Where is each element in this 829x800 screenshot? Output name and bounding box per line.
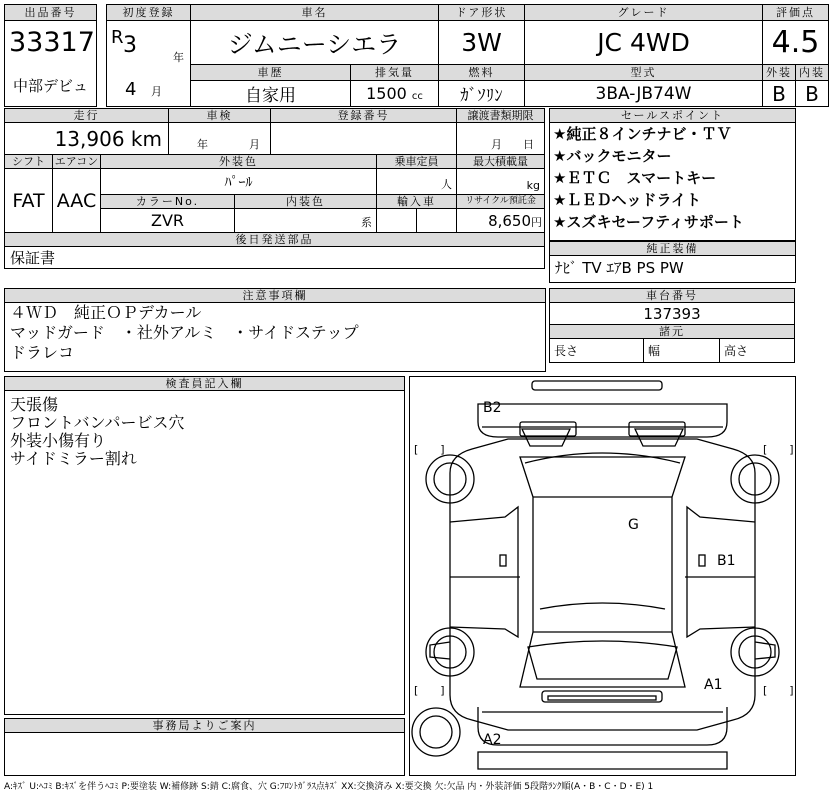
inspector-label: 検査員記入欄 xyxy=(5,377,404,391)
era: R xyxy=(111,27,124,48)
inspector-line: 天張傷 xyxy=(10,395,59,414)
plate-number xyxy=(271,123,457,155)
sales-point-item: ★スズキセーフティサポート xyxy=(553,213,744,231)
transfer-date xyxy=(457,123,545,155)
era-year: 3 xyxy=(123,33,137,58)
notes-label: 注意事項欄 xyxy=(5,289,545,303)
displacement-value: 1500 xyxy=(366,84,407,103)
later-parts: 保証書 xyxy=(5,247,545,269)
max-load xyxy=(457,169,545,195)
car-name-label: 車名 xyxy=(191,5,439,21)
inspection-date xyxy=(169,123,271,155)
damage-mark-a2: A2 xyxy=(483,732,502,748)
load-unit: kg xyxy=(526,179,541,192)
load-label: 最大積載量 xyxy=(457,155,545,169)
recycle xyxy=(457,209,545,233)
capacity-label: 乗車定員 xyxy=(377,155,457,169)
damage-mark-g: G xyxy=(628,517,639,533)
inspector-box xyxy=(4,376,405,715)
color-no-label: カラーNo. xyxy=(101,195,235,209)
ac-label: エアコン xyxy=(53,155,101,169)
month-unit: 月 xyxy=(151,84,162,98)
recycle-unit: 円 xyxy=(531,215,543,229)
mileage-value: 13,906 xyxy=(54,126,125,151)
bracket-left-top: [ ] xyxy=(414,443,445,456)
int-color xyxy=(235,209,377,233)
later-parts-label: 後日発送部品 xyxy=(5,233,545,247)
exterior-grade: B xyxy=(763,81,796,107)
score-label: 評価点 xyxy=(763,5,829,21)
note-line: ４ＷＤ 純正ＯＰデカール xyxy=(10,303,202,322)
legend: A:ｷｽﾞ U:ﾍｺﾐ B:ｷｽﾞを伴うﾍｺﾐ P:要塗装 W:補修跡 S:錆 C:腐食、穴 G:ﾌﾛﾝﾄｶﾞﾗｽ点ｷｽﾞ XX:交換済み X:要交換 欠:欠品 内・外装評価 5段階ﾗﾝｸ順(A・B・C・D・E) 1 xyxy=(4,782,654,792)
bracket-right-bottom: [ ] xyxy=(763,684,794,697)
car-name: ジムニーシエラ xyxy=(191,21,439,65)
sales-points-list xyxy=(550,123,795,233)
model-label: 型式 xyxy=(525,65,763,81)
equipment: ﾅﾋﾞ TV ｴｱB PS PW xyxy=(555,259,684,277)
int-color-label: 内装色 xyxy=(235,195,377,209)
score: 4.5 xyxy=(763,21,829,65)
plate-label: 登録番号 xyxy=(271,109,457,123)
first-reg-label: 初度登録 xyxy=(107,5,191,21)
damage-mark-a1: A1 xyxy=(704,677,723,693)
shift: FAT xyxy=(5,169,53,233)
recycle-label: リサイクル預託金 xyxy=(457,195,545,209)
import-check-1 xyxy=(377,209,417,233)
length-label: 長さ xyxy=(550,339,644,363)
import-check-2 xyxy=(417,209,457,233)
damage-mark-b1: B1 xyxy=(717,553,736,569)
interior-grade: B xyxy=(796,81,829,107)
displacement-label: 排気量 xyxy=(351,65,439,81)
ac: AAC xyxy=(53,169,101,233)
inspection-month-unit: 月 xyxy=(249,138,260,151)
shift-label: シフト xyxy=(5,155,53,169)
sales-point-item: ★ＬＥＤヘッドライト xyxy=(553,191,701,209)
chassis-table xyxy=(549,288,795,363)
header-table xyxy=(4,4,829,107)
capacity xyxy=(377,169,457,195)
history: 自家用 xyxy=(191,81,351,107)
displacement xyxy=(351,81,439,107)
capacity-unit: 人 xyxy=(441,178,453,191)
ext-color: ﾊﾟｰﾙ xyxy=(101,169,377,195)
exterior-label: 外装 xyxy=(763,65,796,81)
sales-point-item: ★純正８インチナビ・ＴＶ xyxy=(553,125,732,143)
height-label: 高さ xyxy=(720,339,795,363)
history-label: 車歴 xyxy=(191,65,351,81)
width-label: 幅 xyxy=(644,339,720,363)
sales-point-item: ★バックモニター xyxy=(553,147,672,165)
transfer-day-unit: 日 xyxy=(523,138,535,151)
mileage xyxy=(5,123,169,155)
sales-points-box xyxy=(549,108,796,241)
office-box xyxy=(4,718,405,776)
sales-point-item: ★ＥＴＣ スマートキー xyxy=(553,169,717,187)
note-line: マッドガード ・社外アルミ ・サイドステップ xyxy=(10,323,359,342)
note-line: ドラレコ xyxy=(10,343,75,362)
first-reg-year xyxy=(107,21,191,65)
car-diagram-box xyxy=(409,376,796,776)
chassis-label: 車台番号 xyxy=(550,289,795,303)
transfer-label: 譲渡書類期限 xyxy=(457,109,545,123)
year-unit: 年 xyxy=(173,50,184,64)
debut-label: 中部デビュ xyxy=(5,65,97,107)
chassis-number: 137393 xyxy=(550,303,795,325)
vehicle-info-table xyxy=(4,108,545,269)
equipment-box xyxy=(549,241,796,283)
mileage-unit: km xyxy=(130,126,162,151)
inspector-lines xyxy=(5,391,404,468)
first-reg-month xyxy=(107,65,191,107)
import-label: 輸入車 xyxy=(377,195,457,209)
dims-label: 諸元 xyxy=(550,325,795,339)
bracket-left-bottom: [ ] xyxy=(414,684,445,697)
mileage-label: 走行 xyxy=(5,109,169,123)
inspector-line: サイドミラー割れ xyxy=(10,449,137,468)
model: 3BA-JB74W xyxy=(525,81,763,107)
sales-points-label: セールスポイント xyxy=(550,109,795,123)
car-diagram xyxy=(410,377,795,775)
door-label: ドア形状 xyxy=(439,5,525,21)
grade: JC 4WD xyxy=(525,21,763,65)
door-type: 3W xyxy=(439,21,525,65)
displacement-unit: cc xyxy=(411,91,423,102)
lot-number: 33317 xyxy=(5,21,97,65)
lot-no-label: 出品番号 xyxy=(5,5,97,21)
inspection-year-unit: 年 xyxy=(197,138,208,151)
interior-label: 内装 xyxy=(796,65,829,81)
grade-label: グレード xyxy=(525,5,763,21)
inspection-label: 車検 xyxy=(169,109,271,123)
office-label: 事務局よりご案内 xyxy=(5,719,404,733)
ext-color-label: 外装色 xyxy=(101,155,377,169)
fuel-label: 燃料 xyxy=(439,65,525,81)
fuel: ｶﾞｿﾘﾝ xyxy=(439,81,525,107)
int-color-unit: 系 xyxy=(361,216,372,229)
color-no: ZVR xyxy=(101,209,235,233)
recycle-value: 8,650 xyxy=(488,211,532,230)
bracket-right-top: [ ] xyxy=(763,443,794,456)
inspector-line: フロントバンパービス穴 xyxy=(10,413,185,432)
damage-mark-b2: B2 xyxy=(483,400,502,416)
equipment-label: 純正装備 xyxy=(550,242,795,256)
transfer-month-unit: 月 xyxy=(491,138,503,151)
notes-box xyxy=(4,288,546,372)
month: 4 xyxy=(125,78,137,100)
inspector-line: 外装小傷有り xyxy=(10,431,107,450)
